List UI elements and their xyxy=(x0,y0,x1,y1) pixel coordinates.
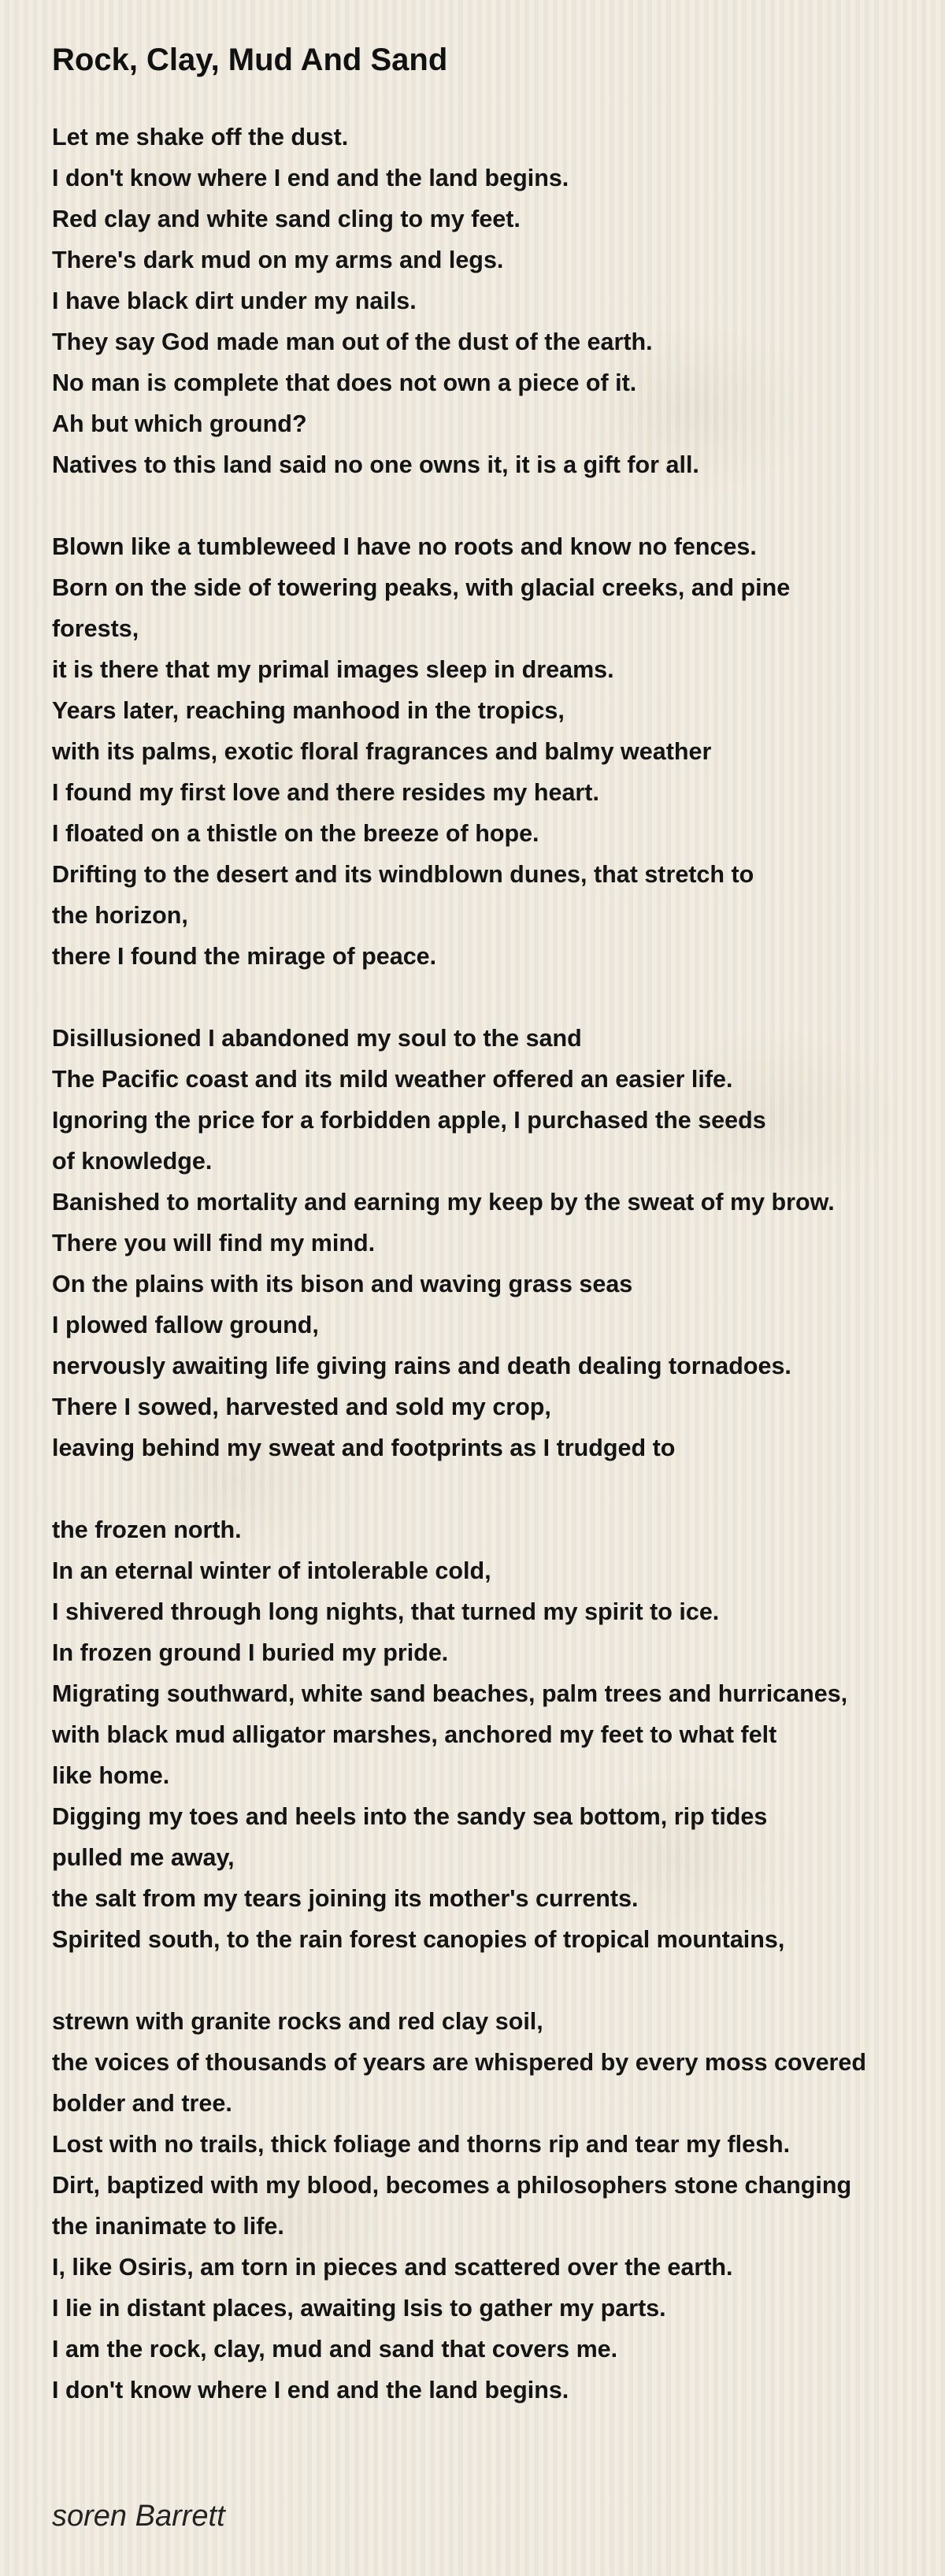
poem-line: the inanimate to life. xyxy=(52,2213,284,2240)
poem-body xyxy=(52,117,926,2411)
poem-line: There's dark mud on my arms and legs. xyxy=(52,247,504,273)
poem-line: I floated on a thistle on the breeze of hope. xyxy=(52,820,539,847)
poem-line: the voices of thousands of years are whispered by every moss covered xyxy=(52,2049,867,2076)
poem-line: leaving behind my sweat and footprints as I trudged to xyxy=(52,1435,676,1461)
poem-line: of knowledge. xyxy=(52,1148,213,1175)
poem-line: the salt from my tears joining its mother's currents. xyxy=(52,1885,639,1912)
poem-line: I, like Osiris, am torn in pieces and scattered over the earth. xyxy=(52,2254,733,2281)
poem-line: Blown like a tumbleweed I have no roots and know no fences. xyxy=(52,533,757,560)
poem-line: I shivered through long nights, that turned my spirit to ice. xyxy=(52,1598,720,1625)
stanza-break xyxy=(52,485,926,526)
poem-line: pulled me away, xyxy=(52,1844,235,1871)
poem-line: In frozen ground I buried my pride. xyxy=(52,1639,449,1666)
poem-line: There I sowed, harvested and sold my crop, xyxy=(52,1394,551,1420)
poem-line: forests, xyxy=(52,615,139,642)
poem-line: Years later, reaching manhood in the tropics, xyxy=(52,697,565,724)
poem-line: Dirt, baptized with my blood, becomes a philosophers stone changing xyxy=(52,2172,852,2199)
poem-line: I am the rock, clay, mud and sand that covers me. xyxy=(52,2336,618,2363)
stanza-break xyxy=(52,977,926,1018)
poem-line: Born on the side of towering peaks, with glacial creeks, and pine xyxy=(52,574,791,601)
poem-line: There you will find my mind. xyxy=(52,1230,376,1256)
poem-line: with its palms, exotic floral fragrances and balmy weather xyxy=(52,738,712,765)
poem-line: No man is complete that does not own a piece of it. xyxy=(52,369,637,396)
poem-line: I lie in distant places, awaiting Isis to gather my parts. xyxy=(52,2295,666,2322)
poem-author: soren Barrett xyxy=(52,2500,225,2533)
stanza-break xyxy=(52,1960,926,2001)
poem-line: the horizon, xyxy=(52,902,188,929)
poem-line: Digging my toes and heels into the sandy sea bottom, rip tides xyxy=(52,1803,768,1830)
poem-line: strewn with granite rocks and red clay soil, xyxy=(52,2008,543,2035)
poem-line: like home. xyxy=(52,1762,170,1789)
poem-line: with black mud alligator marshes, anchored my feet to what felt xyxy=(52,1721,777,1748)
poem-line: Ah but which ground? xyxy=(52,410,307,437)
poem-line: On the plains with its bison and waving grass seas xyxy=(52,1271,633,1297)
poem-line: Natives to this land said no one owns it, it is a gift for all. xyxy=(52,451,699,478)
poem-line: nervously awaiting life giving rains and death dealing tornadoes. xyxy=(52,1353,791,1379)
poem-line: Spirited south, to the rain forest canopies of tropical mountains, xyxy=(52,1926,785,1953)
poem-line: I don't know where I end and the land begins. xyxy=(52,2377,569,2403)
poem-line: Banished to mortality and earning my keep by the sweat of my brow. xyxy=(52,1189,835,1216)
poem-line: The Pacific coast and its mild weather offered an easier life. xyxy=(52,1066,733,1093)
poem-line: the frozen north. xyxy=(52,1516,242,1543)
poem-line: it is there that my primal images sleep in dreams. xyxy=(52,656,614,683)
poem-line: Lost with no trails, thick foliage and thorns rip and tear my flesh. xyxy=(52,2131,791,2158)
poem-line: I plowed fallow ground, xyxy=(52,1312,319,1338)
poem-line: there I found the mirage of peace. xyxy=(52,943,437,970)
stanza-break xyxy=(52,1468,926,1509)
poem-line: I found my first love and there resides my heart. xyxy=(52,779,599,806)
poem-line: bolder and tree. xyxy=(52,2090,232,2117)
poem-line: Ignoring the price for a forbidden apple, I purchased the seeds xyxy=(52,1107,766,1134)
poem-line: They say God made man out of the dust of the earth. xyxy=(52,328,653,355)
poem-line: Disillusioned I abandoned my soul to the sand xyxy=(52,1025,582,1052)
poem-line: Drifting to the desert and its windblown dunes, that stretch to xyxy=(52,861,754,888)
poem-line: Let me shake off the dust. xyxy=(52,124,349,150)
poem-line: In an eternal winter of intolerable cold, xyxy=(52,1557,491,1584)
poem-line: Migrating southward, white sand beaches, palm trees and hurricanes, xyxy=(52,1680,848,1707)
poem-line: I don't know where I end and the land begins. xyxy=(52,165,569,191)
poem-title: Rock, Clay, Mud And Sand xyxy=(52,43,448,77)
poem-line: I have black dirt under my nails. xyxy=(52,288,417,314)
poem-line: Red clay and white sand cling to my feet. xyxy=(52,206,521,232)
